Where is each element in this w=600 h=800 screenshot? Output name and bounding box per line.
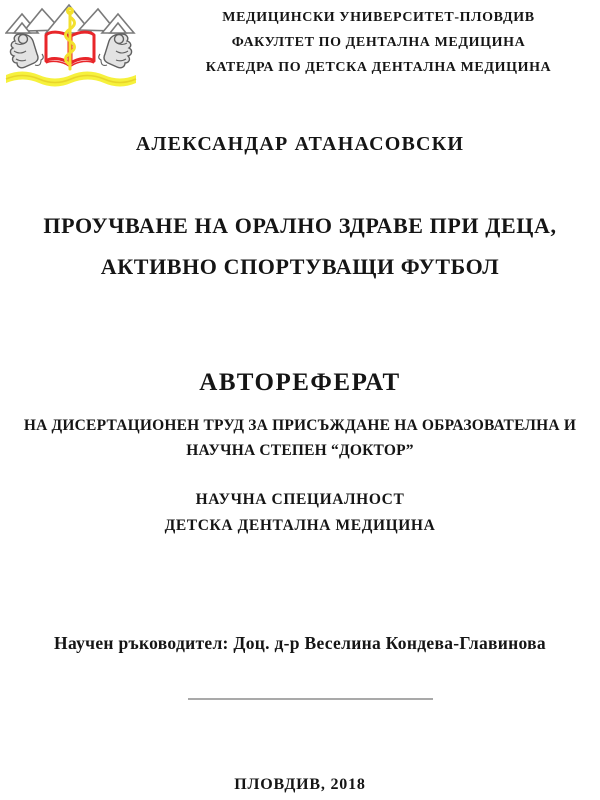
degree-line1: НА ДИСЕРТАЦИОНЕН ТРУД ЗА ПРИСЪЖДАНЕ НА ОБРАЗОВАТЕЛНА И: [23, 417, 577, 434]
specialty-name: ДЕТСКА ДЕНТАЛНА МЕДИЦИНА: [164, 517, 436, 534]
specialty-label: НАУЧНА СПЕЦИАЛНОСТ: [195, 491, 405, 508]
faculty-name: ФАКУЛТЕТ ПО ДЕНТАЛНА МЕДИЦИНА: [231, 35, 526, 50]
signature-line: [188, 698, 433, 700]
supervisor-line: Научен ръководител: Доц. д-р Веселина Кондева-Главинова: [54, 633, 546, 653]
wave-band: [6, 72, 136, 87]
city-year: ПЛОВДИВ, 2018: [234, 776, 366, 793]
left-lion: [10, 34, 43, 68]
degree-line2: НАУЧНА СТЕПЕН “ДОКТОР”: [186, 442, 414, 459]
university-emblem-icon: [5, 3, 137, 89]
department-name: КАТЕДРА ПО ДЕТСКА ДЕНТАЛНА МЕДИЦИНА: [205, 60, 552, 75]
specialty-block: [0, 487, 600, 539]
avtoreferat-heading: АВТОРЕФЕРАТ: [199, 369, 401, 396]
thesis-title: [0, 205, 600, 287]
right-lion: [99, 34, 132, 68]
university-name: МЕДИЦИНСКИ УНИВЕРСИТЕТ-ПЛОВДИВ: [222, 10, 535, 25]
author-name: АЛЕКСАНДАР АТАНАСОВСКИ: [135, 133, 465, 155]
thesis-title-line1: ПРОУЧВАНЕ НА ОРАЛНО ЗДРАВЕ ПРИ ДЕЦА,: [43, 213, 557, 238]
thesis-title-line2: АКТИВНО СПОРТУВАЩИ ФУТБОЛ: [100, 254, 500, 279]
degree-statement: [0, 413, 600, 463]
institution-header: [165, 5, 592, 80]
